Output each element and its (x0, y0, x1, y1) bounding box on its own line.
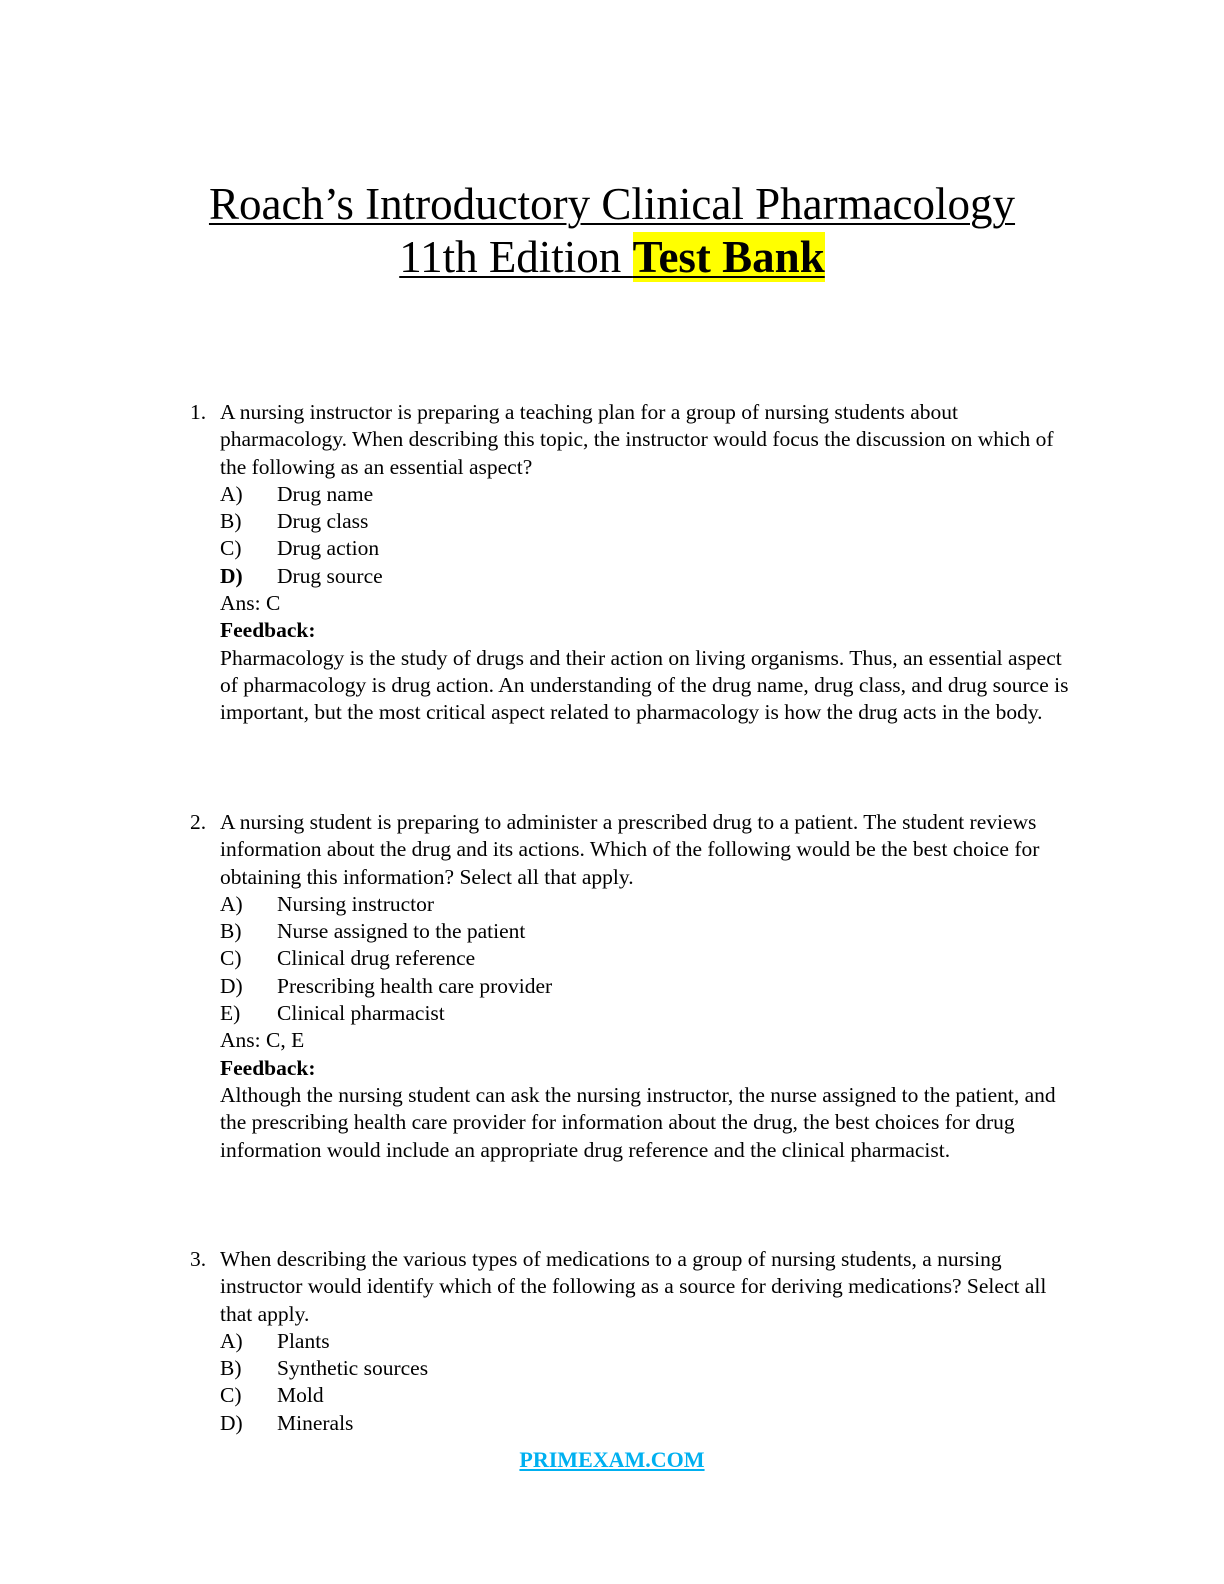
question-number: 3. (190, 1247, 207, 1271)
title-line-1: Roach’s Introductory Clinical Pharmacology (208, 179, 1016, 229)
option-letter: E) (220, 1001, 241, 1026)
option-text: Synthetic sources (277, 1356, 429, 1381)
answer: Ans: C (220, 591, 281, 616)
option-letter: D) (220, 973, 243, 998)
option-item (220, 1000, 1070, 1027)
feedback-label: Feedback: (220, 618, 316, 643)
option-item (220, 918, 1070, 945)
title-edition-text: 11th Edition (399, 232, 633, 282)
feedback-label: Feedback: (220, 1055, 316, 1080)
question-text: When describing the various types of medications to a group of nursing students, a nursing instructor would identify which of the following as a source for deriving medications? Select all that apply. (220, 1247, 1047, 1326)
option-text: Minerals (277, 1410, 354, 1435)
question-number: 1. (190, 400, 207, 424)
option-letter: A) (220, 481, 243, 506)
option-list (220, 891, 1070, 1027)
option-item (220, 973, 1070, 1000)
option-text: Drug source (277, 563, 383, 588)
question-number: 2. (190, 810, 207, 834)
option-text: Drug name (277, 481, 374, 506)
option-item (220, 481, 1070, 508)
option-letter: A) (220, 1328, 243, 1353)
option-item (220, 1410, 1070, 1437)
question-text: A nursing student is preparing to administer a prescribed drug to a patient. The student reviews information about the drug and its actions. Which of the following would be the best choice for obtaining this information? Select all that apply. (220, 810, 1040, 889)
option-letter: B) (220, 1356, 242, 1381)
option-letter: C) (220, 536, 242, 561)
option-item (220, 1382, 1070, 1409)
option-text: Nurse assigned to the patient (277, 919, 526, 944)
option-item (220, 891, 1070, 918)
option-text: Nursing instructor (277, 891, 435, 916)
title-line-2 (0, 231, 1224, 284)
primexam-link[interactable]: PRIMEXAM.COM (519, 1447, 705, 1472)
option-letter: A) (220, 891, 243, 916)
option-item (220, 563, 1070, 590)
option-text: Plants (277, 1328, 330, 1353)
question-1 (190, 399, 1070, 727)
option-text: Prescribing health care provider (277, 973, 553, 998)
option-list (220, 481, 1070, 590)
answer: Ans: C, E (220, 1028, 305, 1053)
option-item (220, 1355, 1070, 1382)
option-text: Clinical drug reference (277, 946, 476, 971)
option-list (220, 1328, 1070, 1437)
option-text: Drug action (277, 536, 380, 561)
option-text: Drug class (277, 509, 369, 534)
option-letter: C) (220, 1383, 242, 1408)
option-letter: D) (220, 563, 243, 588)
feedback-text: Although the nursing student can ask the nursing instructor, the nurse assigned to the patient, and the prescribing health care provider for information about the drug, the best choices for drug information would include an appropriate drug reference and the clinical pharmacist. (220, 1082, 1056, 1162)
option-letter: D) (220, 1410, 243, 1435)
feedback-text: Pharmacology is the study of drugs and their action on living organisms. Thus, an essential aspect of pharmacology is drug action. An understanding of the drug name, drug class, and drug source is important, but the most critical aspect related to pharmacology is how the drug acts in the body. (220, 645, 1069, 725)
option-item (220, 508, 1070, 535)
option-letter: C) (220, 946, 242, 971)
page-title (0, 178, 1224, 284)
question-text: A nursing instructor is preparing a teaching plan for a group of nursing students about pharmacology. When describing this topic, the instructor would focus the discussion on which of the following as an essential aspect? (220, 400, 1054, 479)
option-letter: B) (220, 509, 242, 534)
question-3 (190, 1246, 1070, 1437)
test-bank-highlight: Test Bank (632, 232, 825, 282)
option-item (220, 945, 1070, 972)
option-item (220, 535, 1070, 562)
option-text: Mold (277, 1383, 324, 1408)
option-letter: B) (220, 919, 242, 944)
question-2 (190, 809, 1070, 1164)
option-item (220, 1328, 1070, 1355)
option-text: Clinical pharmacist (277, 1001, 445, 1026)
